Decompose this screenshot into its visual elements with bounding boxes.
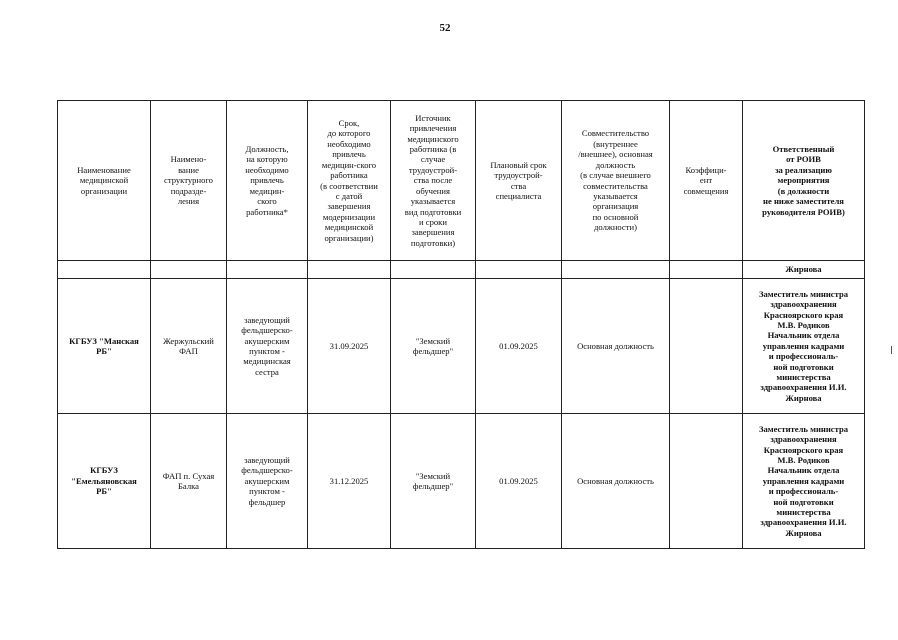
cell-line: Срок, [338,118,360,129]
cell-line: медицинская [243,356,291,367]
cell-line: (внутреннее [593,138,638,149]
cell-line: ского [257,196,277,207]
cell-position [227,279,308,414]
cell-line: Наименование [77,164,131,175]
cell-line: Наимено- [170,154,207,165]
cell-line: и сроки [419,216,447,227]
cell-line: трудоустрой- [494,170,543,181]
cell-line: указывается [410,196,456,207]
cell-source [391,279,476,414]
cell-line: подготовки) [410,237,456,248]
cell-line: не ниже заместителя [763,196,844,207]
table-row [58,279,865,414]
cell-line: Ответственный [772,144,835,155]
cell-line: здравоохранения [770,299,837,310]
cell-line: (в должности [777,185,830,196]
cell-line: ФАП п. Сухая [162,470,215,481]
cell-line: заведующий [244,454,290,465]
cell-empty [476,261,562,279]
header-unit [151,101,227,261]
cell-line: привлечь [332,149,366,160]
cell-line: ления [177,196,200,207]
cell-line: подразде- [170,185,207,196]
cell-line: ной подготовки [773,496,834,507]
cell-planned: 01.09.2025 [476,414,562,549]
cell-line: /внешнее), основная [578,149,653,160]
cell-line: М.В. Родиков [777,454,830,465]
cell-line: управления кадрами [762,340,845,351]
cell-line: министерства [776,507,831,518]
cell-line: ФАП [179,346,198,356]
cell-line: за реализацию [775,164,832,175]
cell-org [58,414,151,549]
cell-line: медицинского [407,133,459,144]
cell-line: трудоустрой- [408,164,458,175]
cell-line: совмещения [683,185,729,196]
cell-source [391,414,476,549]
cell-line: КГБУЗ "Манская [69,335,139,346]
cell-coefficient [670,279,743,414]
cell-line: структурного [164,175,213,186]
cell-combination: Основная должность [562,279,670,414]
cell-line: специалиста [495,190,542,201]
cell-line: организации [80,185,128,196]
staffing-table [57,100,865,549]
cell-line: медицинской [324,222,374,233]
cell-line: сестра [255,366,279,377]
cell-line: Балка [178,481,199,491]
cell-line: должность [595,159,636,170]
cell-line: медицинской [79,175,129,186]
cell-line: работника [330,170,368,181]
cell-line: работника* [246,206,288,217]
cell-line: привлечения [409,123,457,134]
cell-line: Заместитель министра [758,423,849,434]
cell-planned: 01.09.2025 [476,279,562,414]
cell-line: от РОИВ [786,154,821,165]
continuation-row [58,261,865,279]
cell-line: Красноярского края [763,444,844,455]
cell-line: фельдшерско- [241,325,293,336]
header-combination [562,101,670,261]
cell-coefficient [670,414,743,549]
cell-line: работника (в [409,144,457,155]
header-source [391,101,476,261]
cell-line: здравоохранения [770,434,837,445]
cell-line: случае [420,154,446,165]
cell-line: Плановый срок [490,159,547,170]
cell-line: с датой [335,190,363,201]
header-coefficient [670,101,743,261]
cell-line: необходимо [327,138,371,149]
cell-line: руководителя РОИВ) [762,206,845,217]
page-number: 52 [439,22,451,34]
cell-line: КГБУЗ [90,465,118,476]
cell-line: вание [178,164,199,175]
cell-line: медицин-ского [321,159,377,170]
cell-line: Источник [415,112,451,123]
cell-line: и профессиональ- [768,351,839,362]
cell-deadline: 31.09.2025 [308,279,391,414]
cell-line: указывается [593,190,638,201]
cell-line: М.В. Родиков [777,319,830,330]
cell-line: вид подготовки [404,206,462,217]
cell-line: "Земский [415,470,451,481]
cell-line: "Емельяновская [71,475,137,486]
cell-empty [308,261,391,279]
cell-empty [227,261,308,279]
cell-responsible-continuation: Жирнова [743,261,865,279]
cell-line: должности) [594,222,637,233]
cell-line: ент [699,175,713,186]
cell-responsible [743,279,865,414]
cell-line: ства после [413,175,453,186]
header-deadline [308,101,391,261]
cell-line: на которую [246,154,288,165]
cell-line: заведующий [244,314,290,325]
cell-combination: Основная должность [562,414,670,549]
cell-org [58,279,151,414]
cell-empty [562,261,670,279]
cell-line: фельдшер" [412,481,454,491]
cell-empty [58,261,151,279]
cell-line: совместительства [583,180,648,191]
cell-line: Начальник отдела [767,465,840,476]
cell-line: ства [510,180,527,191]
cell-deadline: 31.12.2025 [308,414,391,549]
cell-line: организация [592,201,639,212]
cell-line: завершения [327,201,371,212]
cell-unit [151,414,227,549]
cell-line: "Земский [415,335,451,346]
cell-line: Жирнова [785,392,822,403]
cell-line: акушерским [244,475,290,486]
header-org [58,101,151,261]
cell-line: Заместитель министра [758,288,849,299]
cell-line: министерства [776,372,831,383]
cell-line: мероприятия [777,175,830,186]
cell-empty [391,261,476,279]
cell-line: модернизации [322,211,376,222]
header-planned [476,101,562,261]
cell-position [227,414,308,549]
cell-line: и профессиональ- [768,486,839,497]
cell-line: медицин- [249,185,285,196]
cell-line: фельдшер [248,496,286,507]
cell-responsible [743,414,865,549]
cell-line: Жирнова [785,527,822,538]
cell-line: обучения [416,185,450,196]
cell-line: РБ" [96,486,112,497]
table-row [58,414,865,549]
cell-line: Коэффици- [685,164,727,175]
cell-line: Должность, [245,144,289,155]
cell-empty [151,261,227,279]
cell-line: необходимо [245,164,289,175]
cell-line: РБ" [96,346,112,356]
cell-line: (в соответствии [320,180,378,191]
cell-line: здравоохранения И.И. [760,382,847,393]
scan-mark [891,346,892,354]
cell-line: акушерским [244,335,290,346]
cell-unit [151,279,227,414]
cell-line: пунктом - [249,486,285,497]
cell-line: Красноярского края [763,309,844,320]
cell-line: по основной [592,211,639,222]
cell-empty [670,261,743,279]
cell-line: (в случае внешнего [580,170,651,181]
header-position [227,101,308,261]
cell-line: ной подготовки [773,361,834,372]
cell-line: фельдшер" [412,346,454,356]
cell-line: завершения [411,227,455,238]
table-header-row [58,101,865,261]
cell-line: до которого [327,128,371,139]
cell-line: Начальник отдела [767,330,840,341]
cell-line: организации) [324,232,374,243]
cell-line: управления кадрами [762,475,845,486]
cell-line: пунктом - [249,346,285,356]
cell-line: привлечь [250,175,284,186]
cell-line: Совместительство [581,128,650,139]
cell-line: фельдшерско- [241,465,293,476]
cell-line: здравоохранения И.И. [760,517,847,528]
header-responsible [743,101,865,261]
cell-line: Жержульский [163,335,214,346]
